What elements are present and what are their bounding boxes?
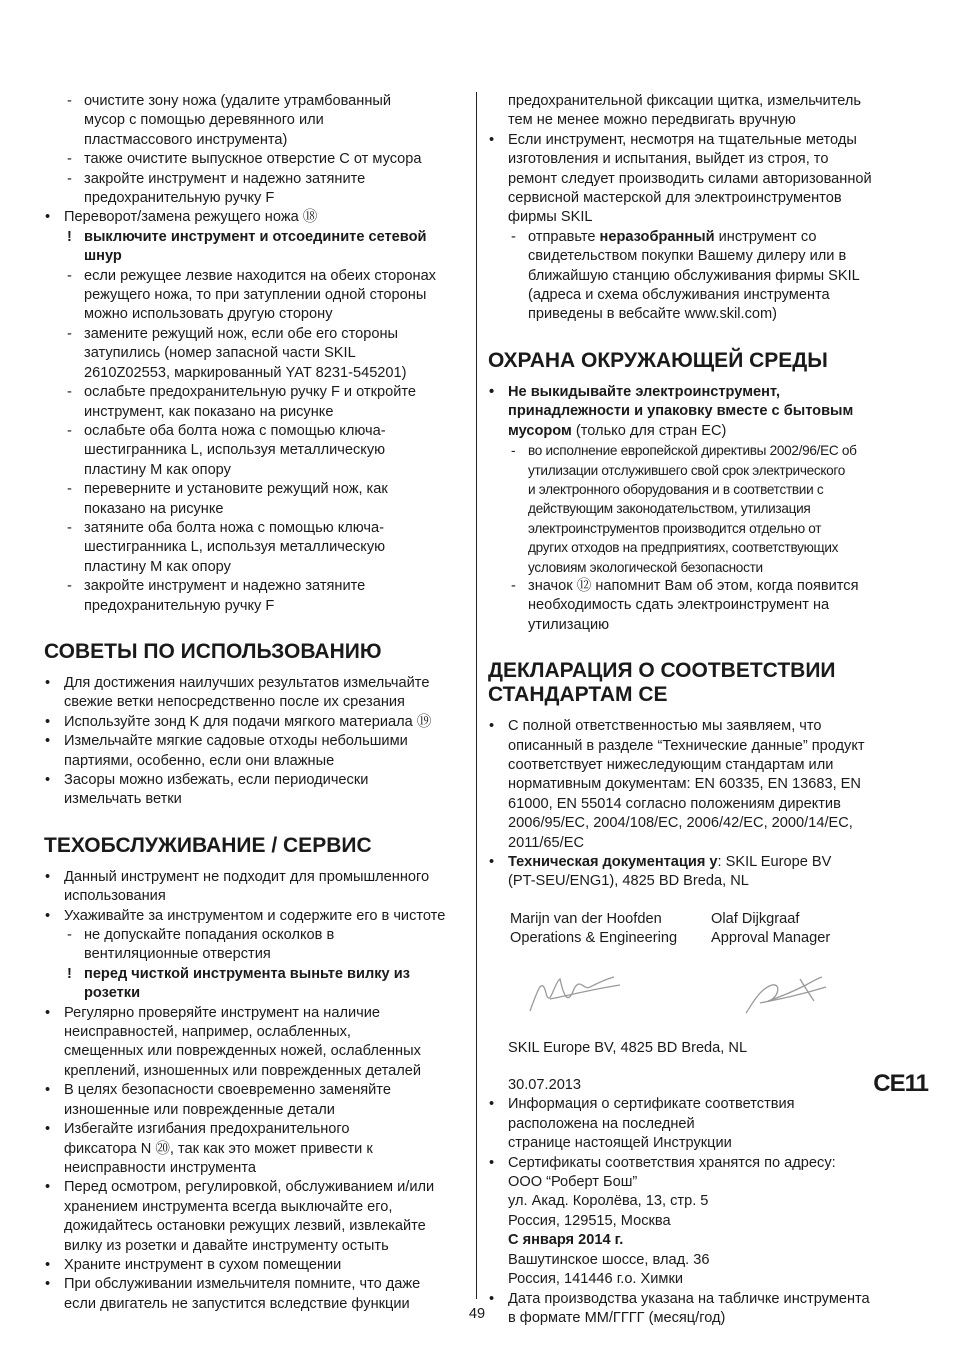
company-address: SKIL Europe BV, 4825 BD Breda, NL (508, 1039, 748, 1056)
list-item-cont: можно использовать другую сторону (84, 306, 333, 323)
list-item-cont: предохранительную ручку F (84, 597, 275, 614)
text-run: (только для стран ЕС) (571, 422, 727, 439)
bullet-item-cont: свежие ветки непосредственно после их срезания (64, 694, 405, 711)
list-item-cont: шестигранника L, используя металлическую (84, 442, 386, 459)
section-heading-maintenance: ТЕХОБСЛУЖИВАНИЕ / СЕРВИС (44, 833, 372, 857)
signatory-1 (510, 910, 711, 949)
bullet-item-cont: хранением инструмента всегда выключайте его, (64, 1198, 393, 1215)
bullet-item-cont: ремонт следует производить силами авторизованной (508, 170, 872, 187)
list-item: - если режущее лезвие находится на обеих сторонах (84, 267, 504, 286)
signatory-role: Approval Manager (711, 930, 831, 947)
list-item-cont: ближайшую станцию обслуживания фирмы SKIL (528, 267, 860, 284)
address-line: С января 2014 г. (508, 1232, 624, 1249)
list-item-cont: пластину M как опору (84, 558, 231, 575)
list-item-cont: режущего ножа, то при затуплении одной стороны (84, 287, 427, 304)
list-item-cont: показано на рисунке (84, 500, 224, 517)
bullet-item-cont: неисправностей, например, ослабленных, (64, 1024, 351, 1041)
list-item-cont: свидетельством покупки Вашему дилеру или в (528, 248, 847, 265)
bullet-item: • В целях безопасности своевременно заменяйте (64, 1081, 484, 1100)
list-item-cont: инструмент, как показано на рисунке (84, 403, 334, 420)
left-column (44, 92, 464, 1314)
spacer (488, 892, 912, 910)
text-run: инструмент со (714, 228, 817, 245)
bullet-item-cont: если двигатель не запустится вследствие функции (64, 1295, 410, 1312)
list-item-cont: предохранительную ручку F (84, 190, 275, 207)
bullet-item-cont: сервисной мастерской для электроинструментов (508, 190, 842, 207)
bullet-item: • Регулярно проверяйте инструмент на наличие (64, 1004, 484, 1023)
bullet-item: • Засоры можно избежать, если периодически (64, 771, 484, 790)
list-item-cont: электроинструментов производится отдельно от (528, 520, 822, 536)
bullet-item: • Избегайте изгибания предохранительного (64, 1120, 484, 1139)
bullet-item (508, 853, 932, 872)
spacer (488, 1058, 912, 1076)
bullet-item-cont: фирмы SKIL (508, 209, 593, 226)
bullet-item-cont: в формате ММ/ГГГГ (месяц/год) (508, 1309, 726, 1326)
list-item-cont: необходимость сдать электроинструмент на (528, 597, 830, 614)
bullet-item-cont: изготовления и испытания, выйдет из строя, то (508, 151, 829, 168)
list-item: - затяните оба болта ножа с помощью ключа- (84, 519, 504, 538)
bullet-item: • Сертификаты соответствия хранятся по адресу: (508, 1154, 932, 1173)
section-heading-declaration: ДЕКЛАРАЦИЯ О СООТВЕТСТВИИ (488, 659, 836, 683)
list-item: - также очистите выпускное отверстие C от мусора (84, 150, 504, 169)
list-item-cont: (адреса и схема обслуживания инструмента (528, 287, 830, 304)
address-line: Вашутинское шоссе, влад. 36 (508, 1251, 710, 1268)
bullet-item-cont: использования (64, 888, 166, 905)
list-item-cont: утилизацию (528, 616, 610, 633)
bullet-item-cont: описанный в разделе “Технические данные” продукт (508, 737, 865, 754)
bullet-item-cont: 2011/65/EC (508, 834, 584, 851)
list-item-cont: приведены в вебсайте www.skil.com) (528, 306, 778, 323)
bullet-item-cont (508, 422, 932, 441)
bullet-item: • Используйте зонд K для подачи мягкого материала ⑲ (64, 713, 484, 732)
signatures (510, 949, 912, 1039)
date-line (508, 1070, 932, 1098)
handwritten-signatures (510, 949, 910, 1039)
bullet-item: • При обслуживании измельчителя помните, что даже (64, 1275, 484, 1294)
ce-mark: CE11 (873, 1070, 928, 1098)
signatory-name: Olaf Dijkgraaf (711, 910, 800, 927)
list-item-cont: 2610Z02553, маркированный YAT 8231-545201) (84, 364, 407, 381)
bullet-item-cont: нормативным документам: EN 60335, EN 13683, EN (508, 776, 861, 793)
signatory-2 (711, 910, 912, 949)
bullet-item: • Дата производства указана на табличке инструмента (508, 1290, 932, 1309)
address-line: Россия, 129515, Москва (508, 1212, 671, 1229)
text-run-bold: мусором (508, 422, 572, 439)
signatory-name: Marijn van der Hoofden (510, 910, 662, 927)
bullet-item-cont: неисправности инструмента (64, 1159, 256, 1176)
bullet-item: • Данный инструмент не подходит для промышленного (64, 868, 484, 887)
section-heading-declaration-line2: СТАНДАРТАМ CE (488, 683, 668, 707)
bullet-item: • С полной ответственностью мы заявляем, что (508, 717, 932, 736)
list-item: - во исполнение европейской директивы 2002/96/ЕС об (528, 441, 952, 460)
list-item-cont: действующим законодательством, утилизация (528, 501, 811, 517)
bullet-item: • Переворот/замена режущего ножа ⑱ (64, 208, 484, 227)
signatory-role: Operations & Engineering (510, 930, 678, 947)
bullet-item: • Информация о сертификате соответствия (508, 1095, 932, 1114)
bullet-item-cont: странице настоящей Инструкции (508, 1135, 732, 1152)
section-heading-usage-tips: СОВЕТЫ ПО ИСПОЛЬЗОВАНИЮ (44, 639, 382, 663)
bullet-item-cont: предохранительной фиксации щитка, измельчитель (508, 93, 861, 109)
text-run: : SKIL Europe BV (717, 854, 832, 870)
right-column (488, 92, 928, 1328)
list-item: - ослабьте оба болта ножа с помощью ключа- (84, 422, 504, 441)
list-item: - значок ⑫ напомнит Вам об этом, когда появится (528, 577, 952, 596)
bullet-item: • Перед осмотром, регулировкой, обслуживанием и/или (64, 1178, 484, 1197)
list-item: - замените режущий нож, если обе его стороны (84, 325, 504, 344)
warning-item: ! выключите инструмент и отсоедините сетевой (84, 228, 504, 247)
bullet-item-cont: 2006/95/EC, 2004/108/EC, 2006/42/EC, 2000/14/EC, (508, 815, 853, 832)
declaration-date: 30.07.2013 (508, 1077, 582, 1094)
list-item: - ослабьте предохранительную ручку F и откройте (84, 383, 504, 402)
bullet-item-cont: 61000, EN 55014 согласно положениям директив (508, 795, 841, 812)
warning-item-cont: розетки (84, 985, 141, 1002)
list-item-cont: и электронного оборудования и в соответствии с (528, 481, 824, 497)
bullet-item-cont: креплений, изношенных или поврежденных деталей (64, 1062, 422, 1079)
text-run-bold: неразобранный (599, 228, 715, 245)
list-item-cont: вентиляционные отверстия (84, 946, 271, 963)
bullet-item-cont: соответствует нижеследующим стандартам или (508, 756, 834, 773)
address-line: ООО “Роберт Бош” (508, 1174, 638, 1191)
text-run: отправьте (528, 228, 600, 245)
bullet-item: • Если инструмент, несмотря на тщательные методы (508, 131, 932, 150)
bullet-item-cont: вилку из розетки и давайте инструменту остыть (64, 1237, 389, 1254)
bullet-item: • Храните инструмент в сухом помещении (64, 1256, 484, 1275)
list-item: - переверните и установите режущий нож, как (84, 480, 504, 499)
list-item (528, 228, 952, 247)
bullet-item: • Ухаживайте за инструментом и содержите его в чистоте (64, 907, 484, 926)
bullet-item: • Не выкидывайте электроинструмент, (508, 383, 932, 402)
bullet-item-cont: расположена на последней (508, 1115, 695, 1132)
list-item: - не допускайте попадания осколков в (84, 926, 504, 945)
bullet-item-cont: (PT-SEU/ENG1), 4825 BD Breda, NL (508, 873, 749, 890)
bullet-item: • Для достижения наилучших результатов измельчайте (64, 674, 484, 693)
warning-item-cont: шнур (84, 248, 122, 265)
bullet-item-cont: фиксатора N ⑳, так как это может привести к (64, 1140, 373, 1157)
bullet-item-cont: партиями, особенно, если они влажные (64, 752, 335, 769)
section-heading-environment: ОХРАНА ОКРУЖАЮЩЕЙ СРЕДЫ (488, 348, 828, 372)
address-line: Россия, 141446 г.о. Химки (508, 1271, 683, 1288)
list-item-cont: других отходов на предприятиях, соответствующих (528, 540, 839, 556)
text-run-bold: Техническая документация у (508, 854, 718, 870)
page-number: 49 (468, 1306, 486, 1322)
address-line: ул. Акад. Королёва, 13, стр. 5 (508, 1193, 709, 1210)
bullet-item-cont: принадлежности и упаковку вместе с бытовым (508, 403, 854, 420)
list-item: - закройте инструмент и надежно затяните (84, 170, 504, 189)
list-item-cont: затупились (номер запасной части SKIL (84, 345, 356, 362)
bullet-item: • Измельчайте мягкие садовые отходы небольшими (64, 732, 484, 751)
bullet-item-cont: изношенные или поврежденные детали (64, 1101, 335, 1118)
list-item-cont: пластину M как опору (84, 461, 231, 478)
list-item-cont: пластмассового инструмента) (84, 131, 288, 148)
list-item-cont: условиям экологической безопасности (528, 559, 763, 575)
warning-item: ! перед чисткой инструмента выньте вилку из (84, 965, 504, 984)
list-item-cont: утилизации отслужившего свой срок электрического (528, 462, 846, 478)
list-item: - закройте инструмент и надежно затяните (84, 577, 504, 596)
bullet-item-cont: измельчать ветки (64, 791, 182, 808)
bullet-item-cont: смещенных или поврежденных ножей, ослабленных (64, 1043, 421, 1060)
bullet-item-cont: дожидайтесь остановки режущих лезвий, извлекайте (64, 1218, 426, 1235)
bullet-item-cont: тем не менее можно передвигать вручную (508, 112, 796, 129)
signatories (510, 910, 912, 949)
list-item: - очистите зону ножа (удалите утрамбованный (84, 92, 504, 111)
list-item-cont: мусор с помощью деревянного или (84, 112, 324, 129)
list-item-cont: шестигранника L, используя металлическую (84, 539, 386, 556)
